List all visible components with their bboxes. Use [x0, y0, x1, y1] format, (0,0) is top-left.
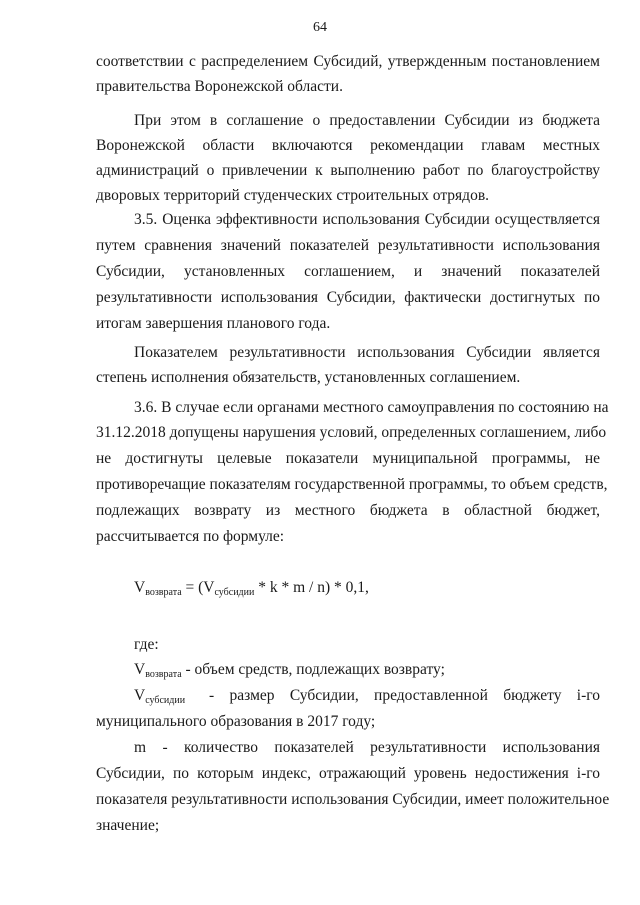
formula-sub-return: возврата — [145, 587, 182, 598]
def2-sub: субсидии — [145, 695, 186, 706]
def1-sub: возврата — [145, 669, 182, 680]
text-line: администраций о привлечении к выполнению работ по благоустройству — [96, 162, 600, 179]
def2-v: V — [134, 687, 146, 704]
text-line: противоречащие показателям государственной программы, то объем средств, — [96, 476, 608, 493]
text-line: степень исполнения обязательств, установленных соглашением. — [96, 369, 521, 386]
text-line: 31.12.2018 допущены нарушения условий, определенных соглашением, либо — [96, 424, 607, 441]
text-line: 3.5. Оценка эффективности использования Субсидии осуществляется — [134, 211, 600, 228]
page-number: 64 — [313, 20, 327, 35]
text-line: Показателем результативности использования Субсидии является — [134, 344, 600, 361]
formula-v: V — [134, 579, 146, 596]
def1-v: V — [134, 661, 146, 678]
text-line: соответствии с распределением Субсидий, утвержденным постановлением — [96, 53, 600, 70]
text-line: При этом в соглашение о предоставлении Субсидии из бюджета — [134, 112, 600, 129]
text-line: значение; — [96, 817, 160, 834]
definition-v-subsidy — [134, 686, 600, 711]
formula-eq: = (V — [181, 579, 215, 596]
text-line: Субсидии, установленных соглашением, и значений показателей — [96, 263, 600, 280]
definition-v-return — [134, 660, 445, 685]
def1-text: - объем средств, подлежащих возврату; — [181, 661, 445, 678]
where-label: где: — [134, 636, 159, 653]
formula-sub-subsidy: субсидии — [214, 587, 255, 598]
formula — [134, 578, 369, 603]
text-line: 3.6. В случае если органами местного самоуправления по состоянию на — [134, 399, 609, 416]
text-line: путем сравнения значений показателей результативности использования — [96, 237, 600, 254]
text-line: итогам завершения планового года. — [96, 315, 331, 332]
text-line: муниципального образования в 2017 году; — [96, 713, 376, 730]
text-line: не достигнуты целевые показатели муниципальной программы, не — [96, 450, 600, 467]
text-line: m - количество показателей результативности использования — [134, 739, 600, 756]
text-line: правительства Воронежской области. — [96, 78, 343, 95]
text-line: Воронежской области включаются рекомендации главам местных — [96, 137, 600, 154]
text-line: дворовых территорий студенческих строительных отрядов. — [96, 187, 490, 204]
text-line: результативности использования Субсидии, фактически достигнутых по — [96, 289, 600, 306]
def2-text-first: - размер Субсидии, предоставленной бюджету i-го — [209, 687, 600, 704]
formula-rest: * k * m / n) * 0,1, — [254, 579, 369, 596]
text-line: рассчитывается по формуле: — [96, 528, 285, 545]
text-line: показателя результативности использования Субсидии, имеет положительное — [96, 791, 610, 808]
text-line: Субсидии, по которым индекс, отражающий уровень недостижения i-го — [96, 765, 600, 782]
text-line: подлежащих возврату из местного бюджета в областной бюджет, — [96, 502, 600, 519]
